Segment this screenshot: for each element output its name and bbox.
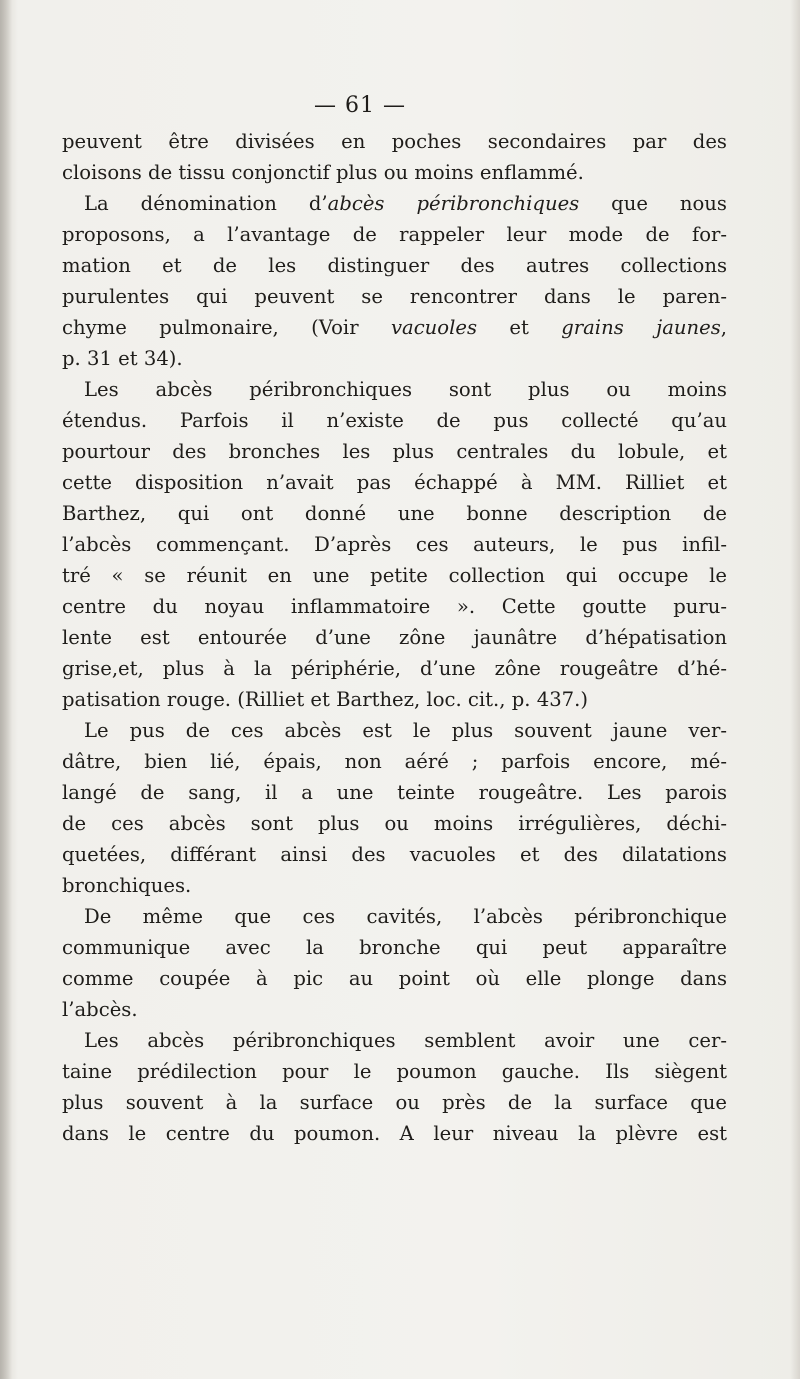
text-line: tré « se réunit en une petite collection qui occupe le — [62, 564, 727, 587]
text-line: proposons, a l’avantage de rappeler leur mode de for- — [62, 223, 727, 246]
text-line: patisation rouge. (Rilliet et Barthez, loc. cit., p. 437.) — [62, 688, 588, 711]
text-line: mation et de les distinguer des autres collections — [62, 254, 727, 277]
text-line: lente est entourée d’une zône jaunâtre d’hépatisation — [62, 626, 727, 649]
text-line: cette disposition n’avait pas échappé à MM. Rilliet et — [62, 471, 727, 494]
text-line: étendus. Parfois il n’existe de pus collecté qu’au — [62, 409, 727, 432]
text-line: dâtre, bien lié, épais, non aéré ; parfois encore, mé- — [62, 750, 727, 773]
page-number: — 61 — — [314, 93, 406, 118]
text-line: La dénomination d’abcès péribronchiques que nous — [84, 192, 727, 215]
italic-term: vacuoles — [390, 316, 477, 339]
page-edge — [790, 0, 800, 1379]
text-line: Le pus de ces abcès est le plus souvent jaune ver- — [84, 719, 727, 742]
text-line: taine prédilection pour le poumon gauche. Ils siègent — [62, 1060, 727, 1083]
text-line: purulentes qui peuvent se rencontrer dans le paren- — [62, 285, 727, 308]
text-line: Les abcès péribronchiques sont plus ou moins — [84, 378, 727, 401]
page-gutter-shadow — [0, 0, 12, 1379]
text-line: bronchiques. — [62, 874, 192, 897]
text-line: Les abcès péribronchiques semblent avoir une cer- — [84, 1029, 727, 1052]
italic-term: grains jaunes — [561, 316, 721, 339]
text-line: chyme pulmonaire, (Voir vacuoles et grains jaunes, — [62, 316, 727, 339]
text-line: De même que ces cavités, l’abcès péribronchique — [84, 905, 727, 928]
text-line: centre du noyau inflammatoire ». Cette goutte puru- — [62, 595, 727, 618]
text-line: dans le centre du poumon. A leur niveau la plèvre est — [62, 1122, 727, 1145]
text-line: communique avec la bronche qui peut apparaître — [62, 936, 727, 959]
text-line: peuvent être divisées en poches secondaires par des — [62, 130, 727, 153]
text-line: p. 31 et 34). — [62, 347, 183, 370]
text-line: comme coupée à pic au point où elle plonge dans — [62, 967, 727, 990]
body-text — [62, 126, 727, 1149]
text-line: Barthez, qui ont donné une bonne description de — [62, 502, 727, 525]
text-line: quetées, différant ainsi des vacuoles et des dilatations — [62, 843, 727, 866]
text-line: pourtour des bronches les plus centrales du lobule, et — [62, 440, 727, 463]
text-line: de ces abcès sont plus ou moins irrégulières, déchi- — [62, 812, 727, 835]
text-line: langé de sang, il a une teinte rougeâtre. Les parois — [62, 781, 727, 804]
text-line: cloisons de tissu conjonctif plus ou moins enflammé. — [62, 161, 584, 184]
text-line: plus souvent à la surface ou près de la surface que — [62, 1091, 727, 1114]
italic-term: abcès péribronchiques — [327, 192, 580, 215]
text-line: grise,et, plus à la périphérie, d’une zône rougeâtre d’hé- — [62, 657, 727, 680]
text-line: l’abcès commençant. D’après ces auteurs, le pus infil- — [62, 533, 727, 556]
text-line: l’abcès. — [62, 998, 138, 1021]
